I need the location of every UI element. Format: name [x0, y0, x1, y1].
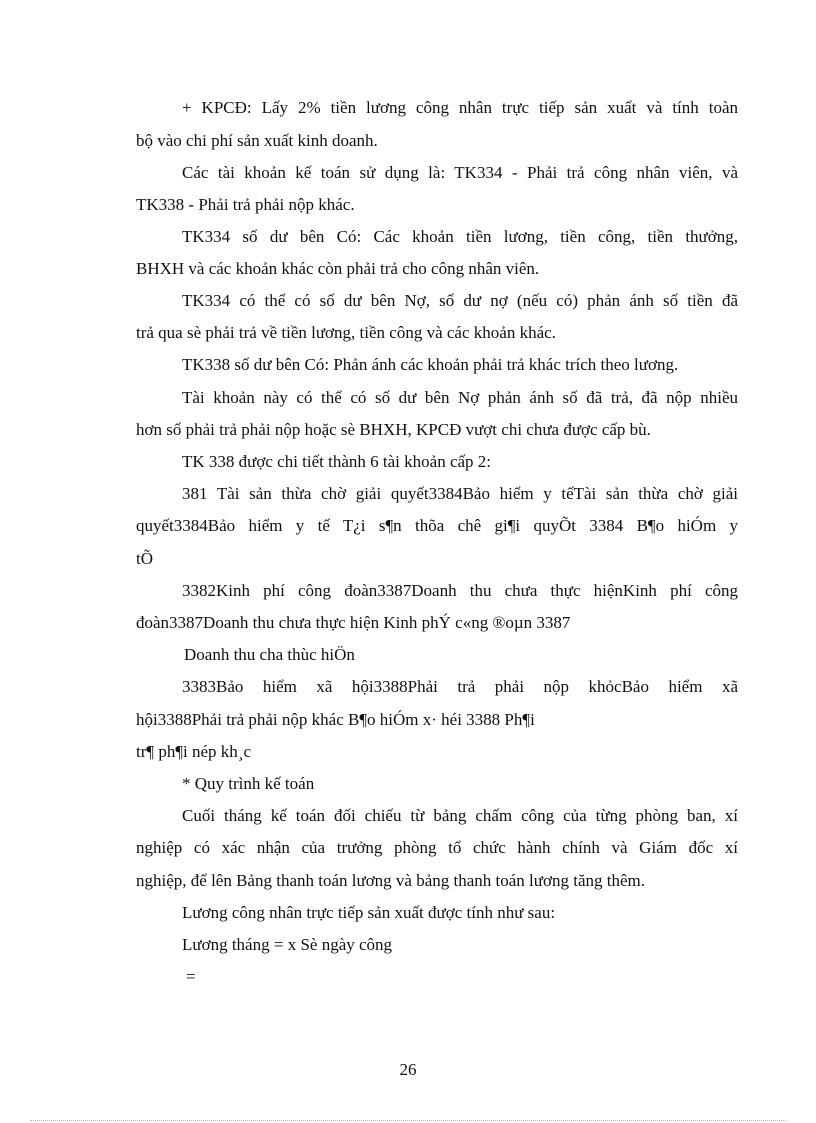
paragraph-line: trả qua sè phải trả về tiền lương, tiền công và các khoản khác.	[136, 323, 556, 342]
paragraph-line: Doanh thu cha thùc hiÖn	[184, 645, 355, 664]
paragraph-line: quyết3384Bảo hiểm y tế T¿i s¶n thõa chê gi¶i quyÕt 3384 B¶o hiÓm y	[136, 516, 738, 535]
formula-line: =	[186, 967, 196, 986]
paragraph-line: 3382Kinh phí công đoàn3387Doanh thu chưa thực hiệnKinh phí công	[182, 581, 738, 600]
page-bottom-divider	[30, 1120, 786, 1121]
paragraph-line: 381 Tài sản thừa chờ giải quyết3384Bảo hiểm y tếTài sản thừa chờ giải	[182, 484, 738, 503]
paragraph-line: Cuối tháng kế toán đối chiếu từ bảng chấm công của từng phòng ban, xí	[182, 806, 738, 825]
paragraph-line: Lương công nhân trực tiếp sản xuất được tính như sau:	[182, 903, 556, 922]
paragraph-line: đoàn3387Doanh thu chưa thực hiện Kinh phÝ c«ng ®oµn 3387	[136, 613, 571, 632]
paragraph-line: TK334 số dư bên Có: Các khoản tiền lương, tiền công, tiền thưởng,	[182, 227, 738, 246]
paragraph-line: nghiệp, để lên Bảng thanh toán lương và bảng thanh toán lương tăng thêm.	[136, 871, 645, 890]
section-heading: * Quy trình kế toán	[182, 774, 315, 793]
paragraph-line: tr¶ ph¶i nép kh¸c	[136, 742, 252, 761]
paragraph-line: nghiệp có xác nhận của trưởng phòng tổ chức hành chính và Giám đốc xí	[136, 838, 738, 857]
paragraph-line: TK334 có thể có số dư bên Nợ, số dư nợ (nếu có) phản ánh số tiền đã	[182, 291, 738, 310]
paragraph-line: hơn số phải trả phải nộp hoặc sè BHXH, KPCĐ vượt chi chưa được cấp bù.	[136, 420, 651, 439]
paragraph-line: BHXH và các khoản khác còn phải trả cho công nhân viên.	[136, 259, 540, 278]
formula-line: Lương tháng = x Sè ngày công	[182, 935, 393, 954]
paragraph-line: TK338 số dư bên Có: Phản ánh các khoản phải trả khác trích theo lương.	[182, 355, 679, 374]
paragraph-line: + KPCĐ: Lấy 2% tiền lương công nhân trực tiếp sản xuất và tính toàn	[182, 98, 738, 117]
paragraph-line: Tài khoản này có thể có số dư bên Nợ phản ánh số đã trả, đã nộp nhiều	[182, 388, 738, 407]
paragraph-line: Các tài khoản kế toán sử dụng là: TK334 - Phải trả công nhân viên, và	[182, 163, 738, 182]
page-number: 26	[399, 1060, 417, 1079]
paragraph-line: 3383Bảo hiểm xã hội3388Phải trả phải nộp khỏcBảo hiểm xã	[182, 677, 738, 696]
paragraph-line: TK 338 được chi tiết thành 6 tài khoản cấp 2:	[182, 452, 492, 471]
paragraph-line: tÕ	[136, 549, 153, 568]
paragraph-line: TK338 - Phải trả phải nộp khác.	[136, 195, 355, 214]
paragraph-line: bộ vào chi phí sản xuất kinh doanh.	[136, 131, 378, 150]
paragraph-line: hội3388Phải trả phải nộp khác B¶o hiÓm x· héi 3388 Ph¶i	[136, 710, 535, 729]
